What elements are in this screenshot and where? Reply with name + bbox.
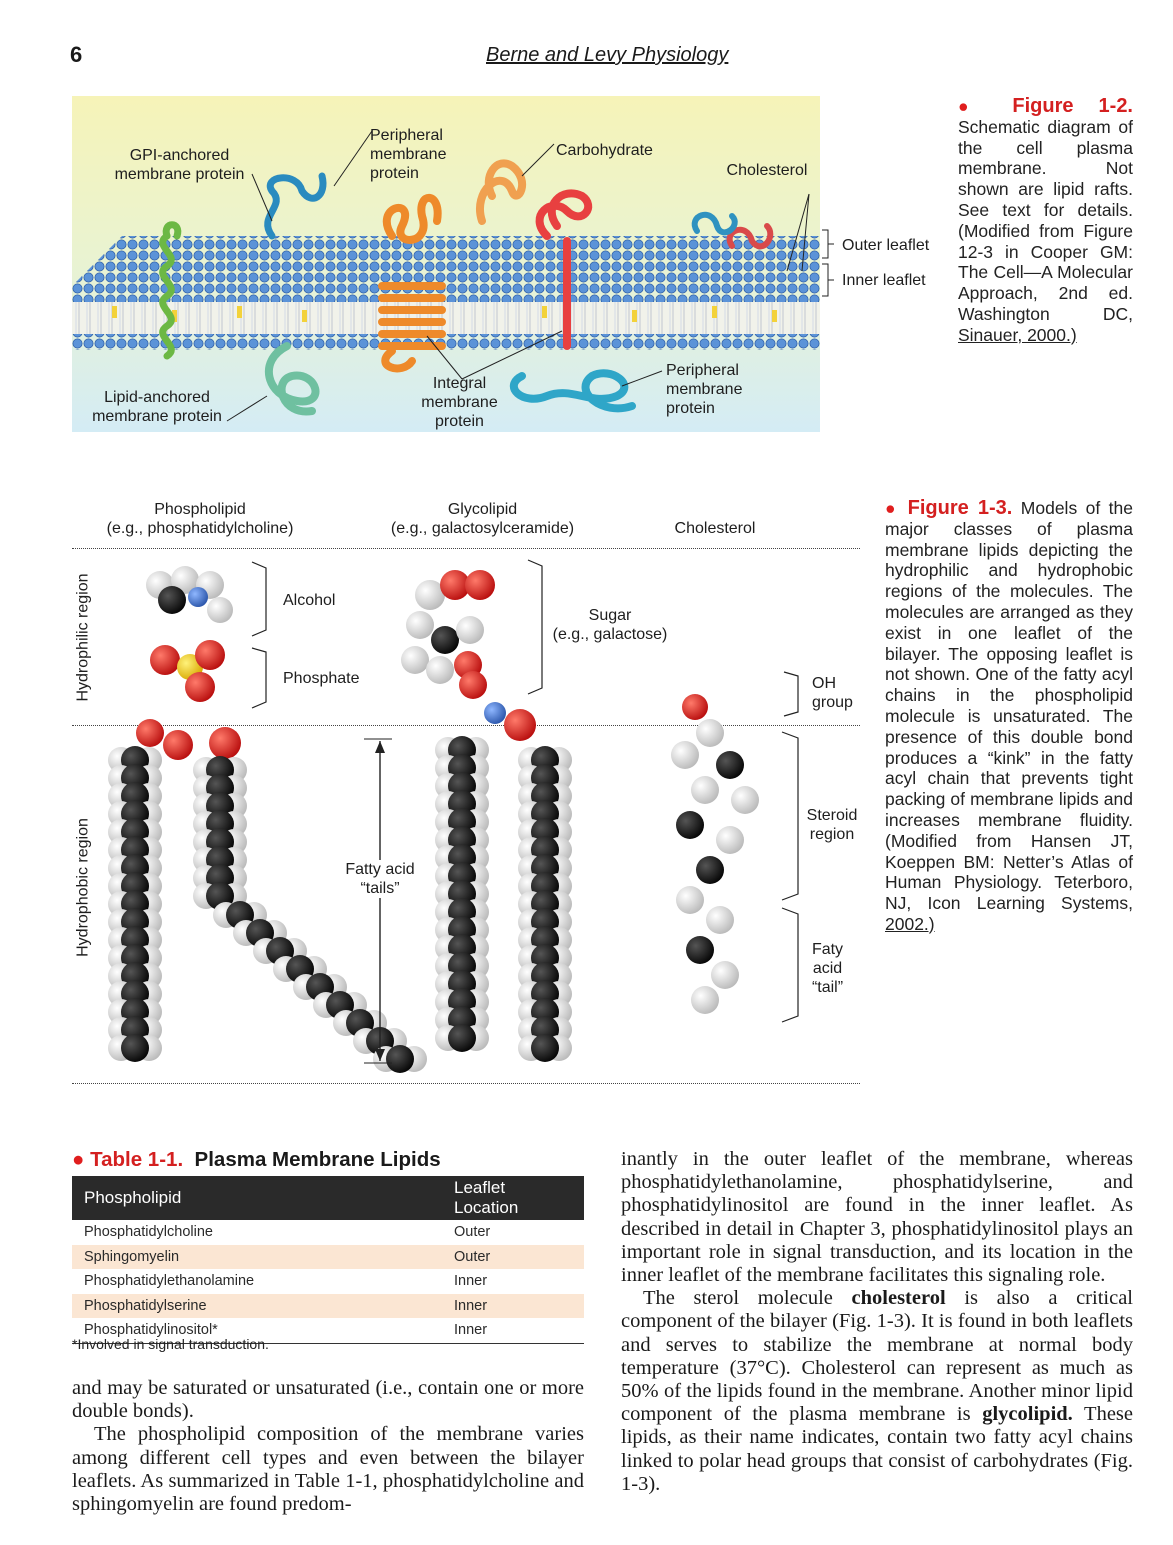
paragraph: inantly in the outer leaflet of the membrane, whereas phosphatidylethanolamine, phosphatidylserine, and phosphatidylinositol are found in the inner leaflet. As described in detail in Chapter 3, phosphatidylinositol plays an important role in signal transduction, and its location in the inner leaflet of the membrane facilitates this signaling role. <box>621 1148 1133 1287</box>
label-oh-group: OH group <box>812 675 853 711</box>
table-row: Phosphatidylinositol* Inner <box>72 1318 584 1343</box>
steroid-tail-brackets <box>780 730 804 1030</box>
lipid-models <box>90 555 860 1085</box>
label-peripheral-bottom: Peripheral membrane protein <box>666 362 743 417</box>
table-footnote: *Involved in signal transduction. <box>72 1336 269 1352</box>
page-number: 6 <box>70 42 83 67</box>
table-1-1 <box>72 1176 584 1344</box>
label-inner-leaflet: Inner leaflet <box>842 272 926 289</box>
label-cholesterol-top: Cholesterol <box>726 162 808 179</box>
bullet-icon: ● <box>72 1148 85 1171</box>
running-title: Berne and Levy Physiology <box>486 44 729 66</box>
sugar-bracket <box>526 558 546 698</box>
oh-bracket <box>782 670 802 720</box>
paragraph: The phospholipid composition of the membrane varies among different cell types and even between the bilayer leaflets. As summarized in Table 1-1, phosphatidylcholine and sphingomyelin are found predom- <box>72 1423 584 1516</box>
label-fatty-acid-tail: Faty acid “tail” <box>811 941 844 996</box>
label-sugar: Sugar (e.g., galactose) <box>552 607 668 643</box>
figure-1-2-label: Figure 1-2. <box>1012 95 1133 117</box>
figure-1-3-caption <box>885 498 1133 935</box>
label-alcohol: Alcohol <box>283 592 336 609</box>
glycolipid-model <box>401 570 536 741</box>
cholesterol-model <box>671 694 759 1014</box>
paragraph: The sterol molecule cholesterol is also a critical component of the bilayer (Fig. 1-3). It is found in both leaflets and serves to stabilize the membrane at normal body temperature (37°C). Cholesterol can represent as much as 50% of the lipids found in the membrane. Another minor lipid component of the plasma membrane is glycolipid. These lipids, as their name indicates, contain two fatty acyl chains linked to polar head groups that consist of carbohydrates (Fig. 1-3). <box>621 1287 1134 1495</box>
body-text-right <box>621 1148 1133 1496</box>
table-row: Phosphatidylcholine Outer <box>84 1224 491 1241</box>
label-outer-leaflet: Outer leaflet <box>842 237 930 254</box>
figure-1-2-caption-text: Schematic diagram of the cell plasma membrane. Not shown are lipid rafts. See text for details. (Modified from Figure 12-3 in Cooper GM: The Cell—A Molecular Approach, 2nd ed. Washington DC, <box>958 116 1133 324</box>
table-row: Sphingomyelin Outer <box>72 1245 584 1270</box>
figure-1-2 <box>72 96 820 432</box>
col-glycolipid-title: Glycolipid (e.g., galactosylceramide) <box>390 501 575 537</box>
outer-leaflet-surface <box>72 236 820 286</box>
figure-1-2-caption <box>958 96 1133 346</box>
body-text-left <box>72 1377 584 1516</box>
hydrophobic-region-label: Hydrophobic region <box>74 818 92 957</box>
label-steroid-region: Steroid region <box>806 807 858 843</box>
dotted-line-top <box>72 548 860 549</box>
table-header-leaflet: Leaflet Location <box>442 1176 584 1220</box>
bullet-icon: ● <box>885 498 900 518</box>
phospholipid-model <box>136 566 241 760</box>
table-row: Phosphatidylethanolamine Inner <box>84 1273 488 1290</box>
figure-1-3-caption-text: Models of the major classes of plasma membrane lipids depicting the hydrophilic and hydrophobic regions of the molecules. The molecules are arranged as they exist in one leaflet of the bilayer. The opposing leaflet is not shown. One of the fatty acyl chains in the phospholipid molecule is unsaturated. The presence of this double bond produces a “kink” in the fatty acyl chain that prevents tight packing of membrane lipids and increases membrane fluidity. (Modified from Hansen JT, Koeppen BM: Netter’s Atlas of Human Physiology. Teterboro, NJ, Icon Learning Systems, <box>885 498 1133 914</box>
hydrophilic-region-label: Hydrophilic region <box>74 573 92 702</box>
label-integral: Integral membrane protein <box>421 375 498 430</box>
fatty-acid-arrow <box>362 735 392 1075</box>
label-lipid-anchored: Lipid-anchored membrane protein <box>92 389 222 425</box>
paragraph: and may be saturated or unsaturated (i.e., contain one or more double bonds). <box>72 1377 584 1423</box>
alcohol-phosphate-brackets <box>250 560 270 720</box>
col-phospholipid-title: Phospholipid (e.g., phosphatidylcholine) <box>106 501 294 537</box>
table-header-phospholipid: Phospholipid <box>72 1176 442 1220</box>
label-carbohydrate: Carbohydrate <box>556 142 653 159</box>
table-1-1-title: ● Table 1-1. Plasma Membrane Lipids <box>72 1148 441 1171</box>
label-gpi-anchored: GPI-anchored membrane protein <box>114 147 245 183</box>
col-cholesterol-title: Cholesterol <box>674 520 756 537</box>
label-peripheral-top: Peripheral membrane protein <box>370 127 447 182</box>
label-fatty-acid-tails: Fatty acid “tails” <box>335 860 425 898</box>
leaflet-brackets <box>820 228 840 298</box>
table-row: Phosphatidylserine Inner <box>72 1294 584 1319</box>
figure-1-3-caption-source: 2002.) <box>885 913 935 934</box>
figure-1-3-label: Figure 1-3. <box>907 497 1013 519</box>
bullet-icon: ● <box>958 96 989 116</box>
figure-1-2-caption-source: Sinauer, 2000.) <box>958 324 1077 345</box>
label-phosphate: Phosphate <box>283 670 360 687</box>
